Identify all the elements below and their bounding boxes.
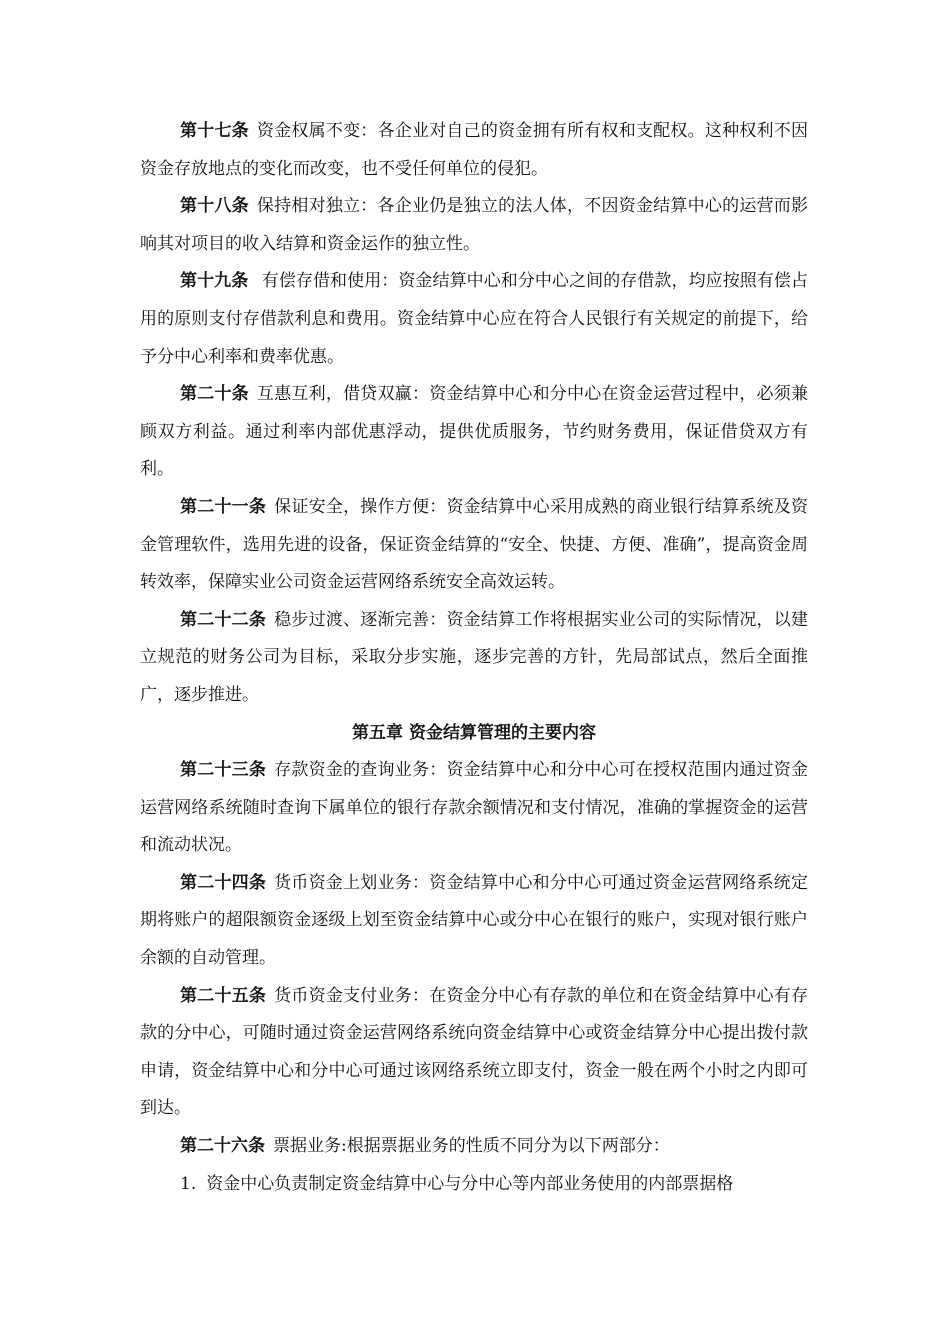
article-25-paragraph [140,978,808,1128]
article-text: 资金权属不变：各企业对自己的资金拥有所有权和支配权。这种权利不因资金存放地点的变化而改变，也不受任何单位的侵犯。 [140,121,809,179]
article-20-paragraph [140,376,808,489]
article-text: 货币资金上划业务：资金结算中心和分中心可通过资金运营网络系统定期将账户的超限额资金逐级上划至资金结算中心或分中心在银行的账户，实现对银行账户余额的自动管理。 [140,872,809,969]
article-number: 第二十三条 [180,760,267,781]
article-number: 第十九条 [180,271,249,292]
article-17-paragraph [140,113,808,188]
article-text: 互惠互利，借贷双赢：资金结算中心和分中心在资金运营过程中，必须兼顾双方利益。通过利率内部优惠浮动，提供优质服务，节约财务费用，保证借贷双方有利。 [140,384,809,480]
list-item-number: 1. [180,1173,197,1194]
article-26-paragraph [140,1128,808,1166]
article-18-paragraph [140,188,808,263]
article-number: 第二十条 [180,384,249,405]
article-text: 保证安全，操作方便：资金结算中心采用成熟的商业银行结算系统及资金管理软件，选用先进的设备，保证资金结算的“安全、快捷、方便、准确”，提高资金周转效率，保障实业公司资金运营网络系统安全高效运转。 [140,496,809,593]
article-24-paragraph [140,865,808,978]
article-text: 货币资金支付业务：在资金分中心有存款的单位和在资金结算中心有存款的分中心，可随时通过资金运营网络系统向资金结算中心或资金结算分中心提出拨付款申请，资金结算中心和分中心可通过该网络系统立即支付，资金一般在两个小时之内即可到达。 [140,985,809,1119]
article-number: 第十七条 [180,121,249,141]
article-number: 第十八条 [180,196,249,217]
article-text: 保持相对独立：各企业仍是独立的法人体，不因资金结算中心的运营而影响其对项目的收入结算和资金运作的独立性。 [140,196,809,254]
document-body [140,113,808,1203]
article-22-paragraph [140,602,808,715]
article-text: 有偿存借和使用：资金结算中心和分中心之间的存借款，均应按照有偿占用的原则支付存借款利息和费用。资金结算中心应在符合人民银行有关规定的前提下，给予分中心利率和费率优惠。 [140,271,809,367]
article-number: 第二十四条 [180,872,267,893]
list-item-1 [140,1166,808,1204]
article-number: 第二十一条 [180,496,267,517]
article-number: 第二十六条 [180,1136,265,1157]
article-text: 票据业务:根据票据业务的性质不同分为以下两部分： [273,1136,670,1157]
article-text: 存款资金的查询业务：资金结算中心和分中心可在授权范围内通过资金运营网络系统随时查询下属单位的银行存款余额情况和支付情况，准确的掌握资金的运营和流动状况。 [140,760,809,856]
article-21-paragraph [140,489,808,602]
article-number: 第二十二条 [180,609,267,630]
chapter-title: 第五章 资金结算管理的主要内容 [352,722,596,743]
article-number: 第二十五条 [180,985,267,1006]
article-text: 稳步过渡、逐渐完善：资金结算工作将根据实业公司的实际情况，以建立规范的财务公司为目标，采取分步实施，逐步完善的方针，先局部试点，然后全面推广，逐步推进。 [140,609,809,705]
list-item-text: 资金中心负责制定资金结算中心与分中心等内部业务使用的内部票据格 [206,1173,734,1194]
article-19-paragraph [140,263,808,376]
article-23-paragraph [140,752,808,865]
